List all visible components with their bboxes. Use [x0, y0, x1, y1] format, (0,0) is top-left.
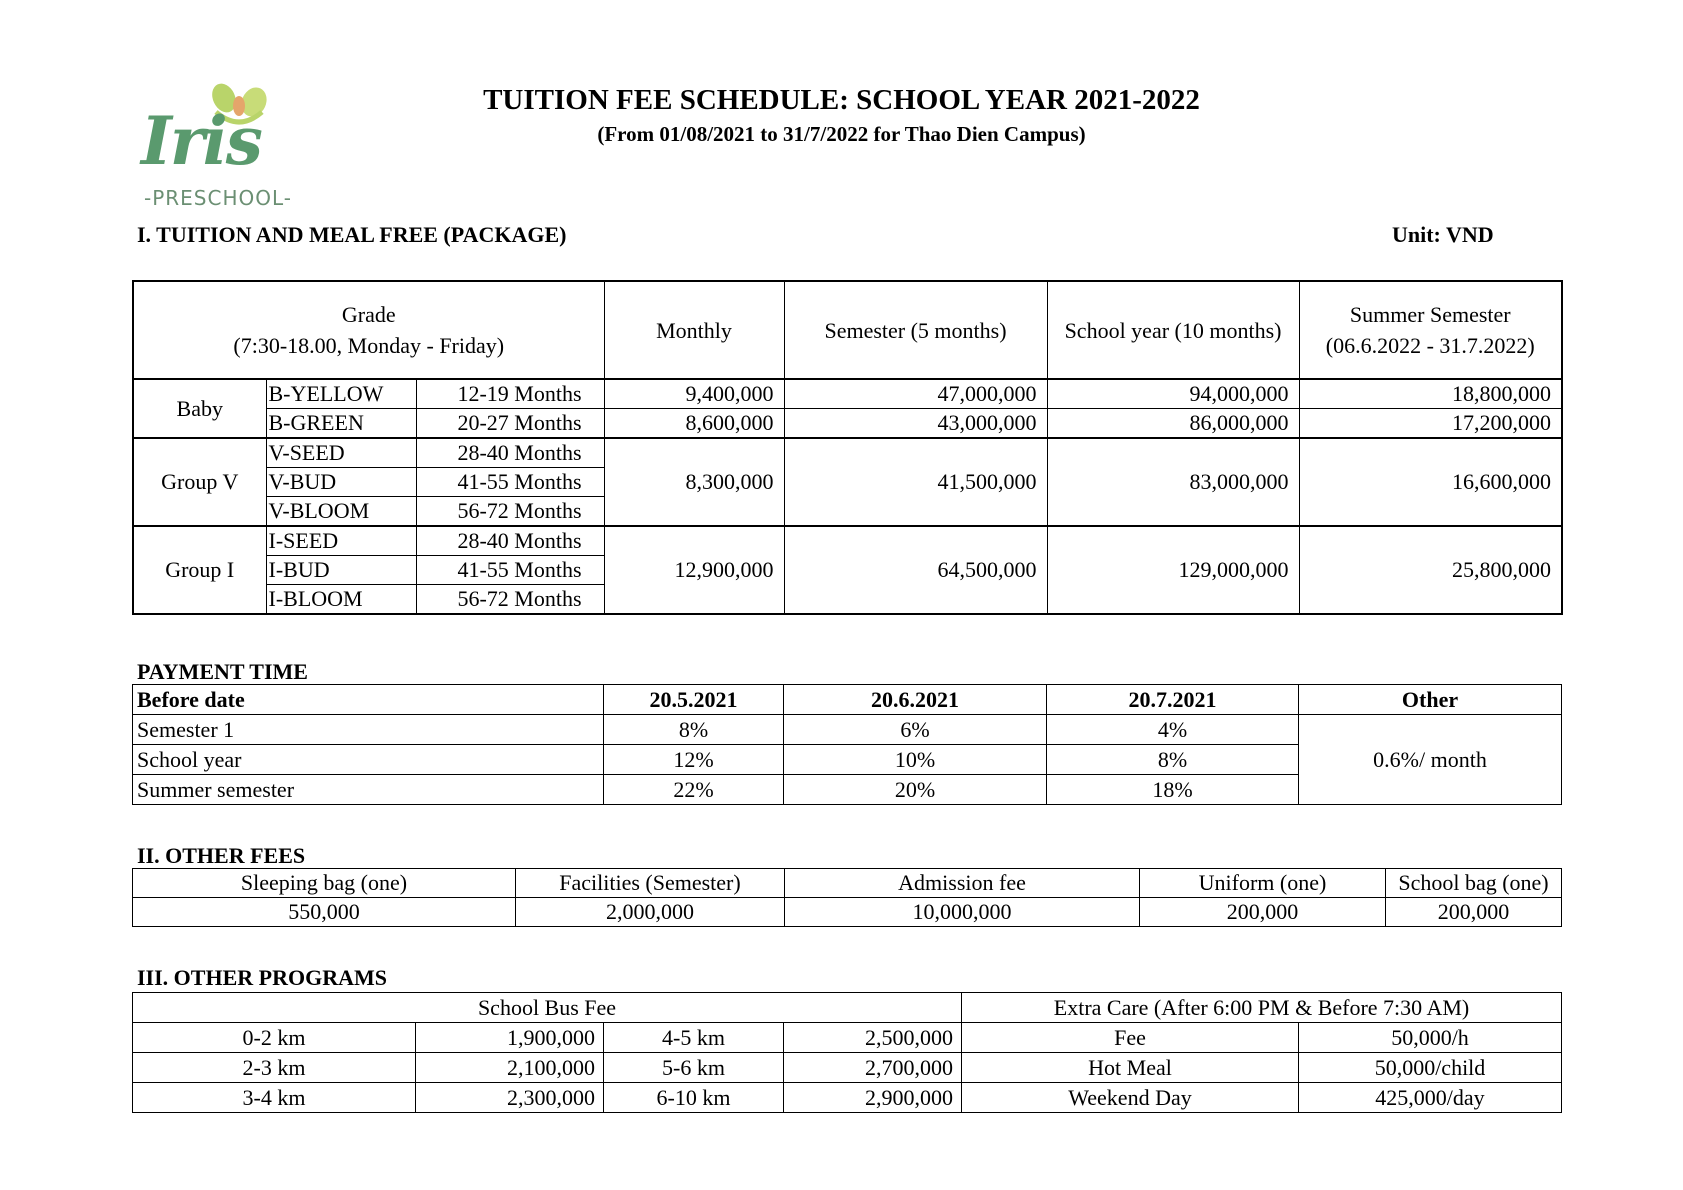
level-label: I-BUD	[266, 556, 416, 585]
age-range: 28-40 Months	[416, 526, 604, 556]
group-label: Group I	[133, 526, 266, 614]
discount-value: 8%	[604, 715, 784, 745]
date-header: 20.6.2021	[784, 685, 1047, 715]
group-label: Baby	[133, 379, 266, 438]
tuition-table	[132, 280, 1563, 615]
fee-value: 2,000,000	[516, 898, 785, 927]
care-price: 50,000/child	[1299, 1053, 1562, 1083]
summer-fee: 25,800,000	[1299, 526, 1562, 614]
distance-label: 3-4 km	[133, 1083, 416, 1113]
semester-fee: 41,500,000	[784, 438, 1047, 526]
semester-fee: 47,000,000	[784, 379, 1047, 409]
age-range: 28-40 Months	[416, 438, 604, 468]
care-item: Weekend Day	[962, 1083, 1299, 1113]
monthly-fee: 9,400,000	[604, 379, 784, 409]
summer-column-header: Summer Semester (06.6.2022 - 31.7.2022)	[1299, 281, 1562, 379]
other-discount-value: 0.6%/ month	[1299, 715, 1562, 805]
date-header: 20.5.2021	[604, 685, 784, 715]
distance-label: 2-3 km	[133, 1053, 416, 1083]
other-programs-table	[132, 992, 1562, 1113]
fee-value: 550,000	[133, 898, 516, 927]
distance-label: 0-2 km	[133, 1023, 416, 1053]
discount-value: 8%	[1047, 745, 1299, 775]
unit-label: Unit: VND	[1392, 222, 1494, 247]
logo-subtitle: -PRESCHOOL-	[144, 186, 293, 210]
care-item: Fee	[962, 1023, 1299, 1053]
monthly-fee: 8,300,000	[604, 438, 784, 526]
care-price: 425,000/day	[1299, 1083, 1562, 1113]
care-price: 50,000/h	[1299, 1023, 1562, 1053]
tuition-header-row	[133, 281, 1562, 379]
school-year-fee: 86,000,000	[1047, 409, 1299, 439]
fee-label: Facilities (Semester)	[516, 869, 785, 898]
payment-label: School year	[133, 745, 604, 775]
fee-label: Admission fee	[785, 869, 1140, 898]
payment-label: Summer semester	[133, 775, 604, 805]
level-label: I-SEED	[266, 526, 416, 556]
bus-price: 2,100,000	[416, 1053, 604, 1083]
fees-value-row	[133, 898, 1562, 927]
other-fees-table	[132, 868, 1562, 927]
school-year-fee: 94,000,000	[1047, 379, 1299, 409]
distance-label: 5-6 km	[604, 1053, 784, 1083]
section-tuition-heading: I. TUITION AND MEAL FREE (PACKAGE)	[137, 222, 567, 247]
other-header: Other	[1299, 685, 1562, 715]
payment-heading: PAYMENT TIME	[137, 659, 308, 684]
other-fees-heading: II. OTHER FEES	[137, 843, 306, 868]
age-range: 12-19 Months	[416, 379, 604, 409]
bus-price: 2,900,000	[784, 1083, 962, 1113]
table-row	[133, 715, 1562, 745]
page-title: TUITION FEE SCHEDULE: SCHOOL YEAR 2021-2022	[483, 84, 1200, 116]
school-year-fee: 83,000,000	[1047, 438, 1299, 526]
semester-fee: 43,000,000	[784, 409, 1047, 439]
school-year-fee: 129,000,000	[1047, 526, 1299, 614]
age-range: 41-55 Months	[416, 468, 604, 497]
care-item: Hot Meal	[962, 1053, 1299, 1083]
distance-label: 6-10 km	[604, 1083, 784, 1113]
table-row	[133, 526, 1562, 556]
grade-column-header: Grade (7:30-18.00, Monday - Friday)	[133, 281, 604, 379]
monthly-fee: 12,900,000	[604, 526, 784, 614]
level-label: B-YELLOW	[266, 379, 416, 409]
group-label: Group V	[133, 438, 266, 526]
summer-fee: 18,800,000	[1299, 379, 1562, 409]
payment-label: Semester 1	[133, 715, 604, 745]
fee-value: 200,000	[1140, 898, 1386, 927]
before-date-header: Before date	[133, 685, 604, 715]
fee-label: Uniform (one)	[1140, 869, 1386, 898]
table-row	[133, 438, 1562, 468]
bus-price: 1,900,000	[416, 1023, 604, 1053]
bus-price: 2,500,000	[784, 1023, 962, 1053]
age-range: 20-27 Months	[416, 409, 604, 439]
semester-fee: 64,500,000	[784, 526, 1047, 614]
fee-label: Sleeping bag (one)	[133, 869, 516, 898]
level-label: V-BUD	[266, 468, 416, 497]
discount-value: 22%	[604, 775, 784, 805]
bus-price: 2,700,000	[784, 1053, 962, 1083]
bus-price: 2,300,000	[416, 1083, 604, 1113]
page-subtitle: (From 01/08/2021 to 31/7/2022 for Thao Dien Campus)	[597, 122, 1086, 146]
summer-fee: 16,600,000	[1299, 438, 1562, 526]
level-label: I-BLOOM	[266, 585, 416, 615]
level-label: V-BLOOM	[266, 497, 416, 527]
level-label: B-GREEN	[266, 409, 416, 439]
school-bus-header: School Bus Fee	[133, 993, 962, 1023]
discount-value: 18%	[1047, 775, 1299, 805]
age-range: 41-55 Months	[416, 556, 604, 585]
age-range: 56-72 Months	[416, 585, 604, 615]
fee-value: 10,000,000	[785, 898, 1140, 927]
discount-value: 12%	[604, 745, 784, 775]
summer-fee: 17,200,000	[1299, 409, 1562, 439]
discount-value: 10%	[784, 745, 1047, 775]
discount-value: 4%	[1047, 715, 1299, 745]
monthly-fee: 8,600,000	[604, 409, 784, 439]
table-row	[133, 409, 1562, 439]
school-year-column-header: School year (10 months)	[1047, 281, 1299, 379]
distance-label: 4-5 km	[604, 1023, 784, 1053]
table-row	[133, 1023, 1562, 1053]
other-programs-heading: III. OTHER PROGRAMS	[137, 965, 387, 990]
table-row	[133, 1083, 1562, 1113]
discount-value: 20%	[784, 775, 1047, 805]
extra-care-header: Extra Care (After 6:00 PM & Before 7:30 AM)	[962, 993, 1562, 1023]
fee-value: 200,000	[1386, 898, 1562, 927]
logo-wordmark: Iris	[141, 102, 261, 180]
age-range: 56-72 Months	[416, 497, 604, 527]
programs-header-row	[133, 993, 1562, 1023]
table-row	[133, 1053, 1562, 1083]
discount-value: 6%	[784, 715, 1047, 745]
payment-table	[132, 684, 1562, 805]
payment-header-row	[133, 685, 1562, 715]
level-label: V-SEED	[266, 438, 416, 468]
monthly-column-header: Monthly	[604, 281, 784, 379]
fees-label-row	[133, 869, 1562, 898]
table-row	[133, 379, 1562, 409]
fee-label: School bag (one)	[1386, 869, 1562, 898]
semester-column-header: Semester (5 months)	[784, 281, 1047, 379]
date-header: 20.7.2021	[1047, 685, 1299, 715]
